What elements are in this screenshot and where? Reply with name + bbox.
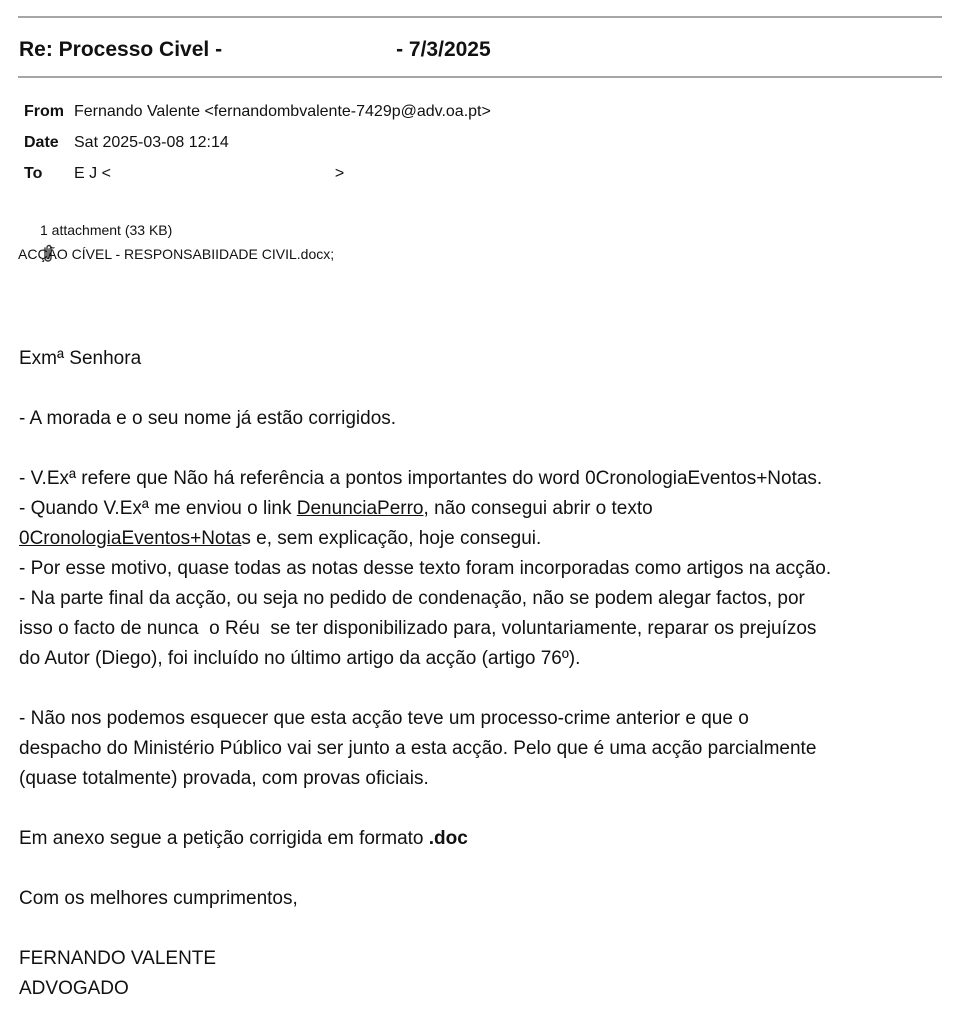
paragraph-9: - Não nos podemos esquecer que esta acção teve um processo-crime anterior e que o bbox=[19, 708, 749, 729]
from-value[interactable]: Fernando Valente <fernandombvalente-7429p@adv.oa.pt> bbox=[74, 103, 491, 120]
to-value[interactable] bbox=[74, 158, 344, 189]
attachment-file-link[interactable]: ACÇÃO CÍVEL - RESPONSABIIDADE CIVIL.docx; bbox=[18, 246, 335, 262]
signature-name: FERNANDO VALENTE bbox=[19, 948, 217, 969]
closing: Com os melhores cumprimentos, bbox=[19, 888, 298, 909]
annex-line bbox=[19, 824, 949, 854]
paragraph-3-start: - Quando V.Exª me enviou o link bbox=[19, 498, 297, 519]
paragraph-4-end: s e, sem explicação, hoje consegui. bbox=[241, 528, 542, 549]
attachments-section bbox=[18, 218, 334, 266]
attachment-summary: 1 attachment (33 KB) bbox=[40, 222, 173, 238]
paragraph-7: isso o facto de nunca o Réu se ter disponibilizado para, voluntariamente, reparar os prejuízos bbox=[19, 618, 817, 639]
paragraph-3-end: , não consegui abrir o texto bbox=[423, 498, 653, 519]
from-row bbox=[24, 96, 491, 127]
to-value-end: > bbox=[334, 165, 345, 182]
blank-line bbox=[19, 914, 949, 944]
paragraph-4 bbox=[19, 524, 949, 554]
from-label: From bbox=[24, 103, 64, 120]
greeting: Exmª Senhora bbox=[19, 348, 142, 369]
subject-suffix: - 7/3/2025 bbox=[396, 38, 491, 61]
link-denuncia-perro[interactable]: DenunciaPerro bbox=[296, 498, 424, 519]
attachment-file-row bbox=[18, 242, 334, 266]
paragraph-1: - A morada e o seu nome já estão corrigidos. bbox=[19, 408, 397, 429]
attachment-summary-row bbox=[18, 218, 334, 242]
link-cronologia-eventos[interactable]: 0CronologiaEventos+Nota bbox=[19, 528, 242, 549]
blank-line bbox=[19, 674, 949, 704]
paragraph-8: do Autor (Diego), foi incluído no último artigo da acção (artigo 76º). bbox=[19, 648, 581, 669]
email-body bbox=[19, 344, 949, 1004]
paragraph-2: - V.Exª refere que Não há referência a pontos importantes do word 0CronologiaEventos+Notas. bbox=[19, 468, 823, 489]
annex-text: Em anexo segue a petição corrigida em formato bbox=[19, 828, 429, 849]
paragraph-3 bbox=[19, 494, 949, 524]
email-subject bbox=[19, 34, 491, 66]
date-value: Sat 2025-03-08 12:14 bbox=[74, 134, 229, 151]
blank-line bbox=[19, 374, 949, 404]
blank-line bbox=[19, 854, 949, 884]
blank-line bbox=[19, 794, 949, 824]
paragraph-10: despacho do Ministério Público vai ser junto a esta acção. Pelo que é uma acção parcialmente bbox=[19, 738, 817, 759]
paragraph-6: - Na parte final da acção, ou seja no pedido de condenação, não se podem alegar factos, por bbox=[19, 588, 805, 609]
blank-line bbox=[19, 434, 949, 464]
paragraph-5: - Por esse motivo, quase todas as notas desse texto foram incorporadas como artigos na acção. bbox=[19, 558, 832, 579]
header-bottom-divider bbox=[18, 76, 942, 78]
subject-prefix: Re: Processo Civel - bbox=[19, 38, 223, 61]
to-value-start: E J < bbox=[74, 165, 111, 182]
signature-title: ADVOGADO bbox=[19, 978, 129, 999]
paragraph-11: (quase totalmente) provada, com provas oficiais. bbox=[19, 768, 429, 789]
paperclip-icon bbox=[18, 220, 32, 240]
header-top-divider bbox=[18, 16, 942, 18]
date-row bbox=[24, 127, 491, 158]
to-label: To bbox=[24, 165, 43, 182]
to-row bbox=[24, 158, 491, 189]
annex-format: .doc bbox=[428, 828, 468, 849]
date-label: Date bbox=[24, 134, 59, 151]
email-meta bbox=[24, 96, 491, 189]
